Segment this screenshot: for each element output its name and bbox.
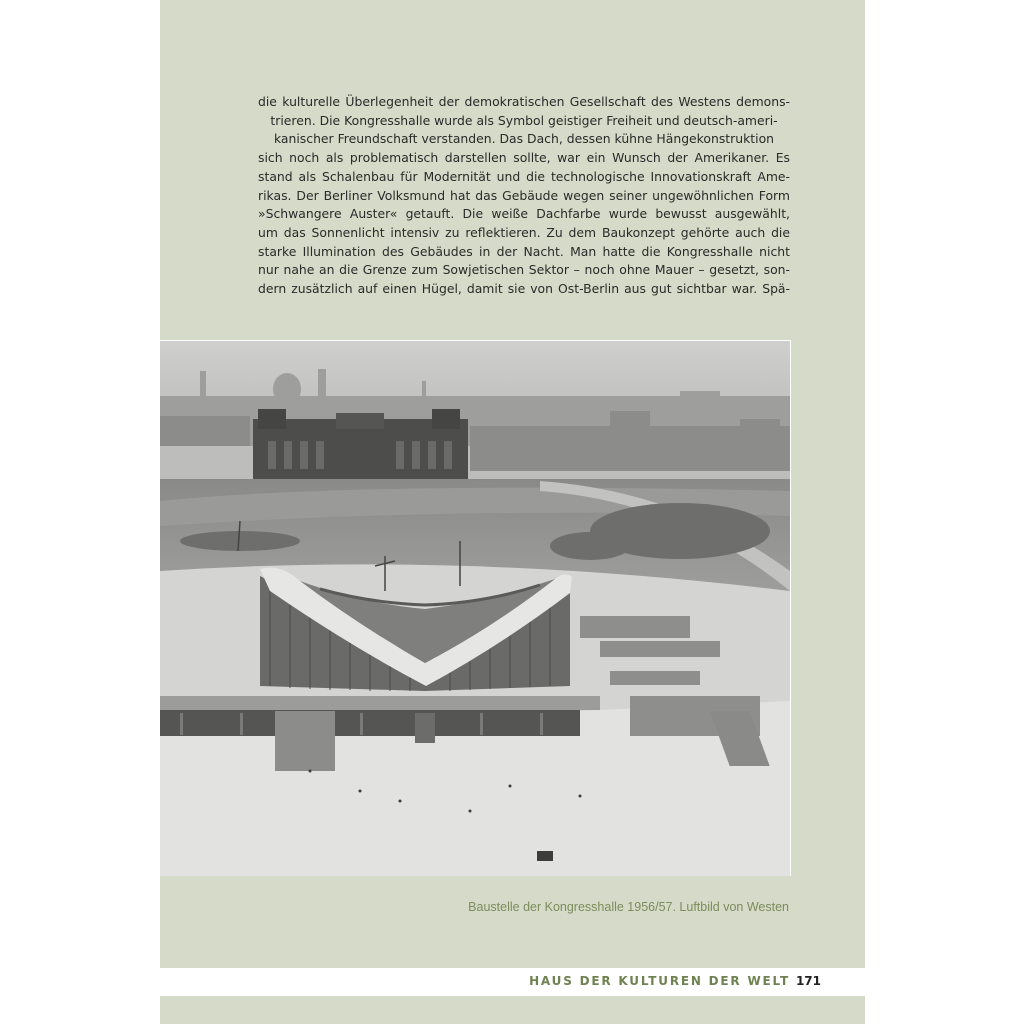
book-page bbox=[160, 0, 865, 1024]
running-head bbox=[529, 974, 821, 988]
page-number: 171 bbox=[795, 974, 821, 988]
text-line: dern zusätzlich auf einen Hügel, damit sie von Ost-Berlin aus gut sichtbar war. Spä- bbox=[258, 281, 790, 297]
text-line: starke Illumination des Gebäudes in der Nacht. Man hatte die Kongresshalle nicht bbox=[258, 243, 790, 259]
text-line: kanischer Freundschaft verstanden. Das Dach, dessen kühne Hängekonstruktion bbox=[273, 131, 775, 147]
text-line: trieren. Die Kongresshalle wurde als Symbol geistiger Freiheit und deutsch-ameri- bbox=[270, 112, 778, 128]
text-line: stand als Schalenbau für Modernität und die technologische Innovationskraft Ame- bbox=[258, 168, 790, 184]
text-line: rikas. Der Berliner Volksmund hat das Gebäude wegen seiner ungewöhnlichen Form bbox=[258, 187, 790, 203]
text-line: die kulturelle Überlegenheit der demokratischen Gesellschaft des Westens demons- bbox=[258, 94, 790, 109]
body-text bbox=[258, 93, 790, 299]
construction-photo bbox=[160, 340, 791, 876]
photo-caption: Baustelle der Kongresshalle 1956/57. Luftbild von Westen bbox=[468, 900, 789, 914]
running-head-title: HAUS DER KULTUREN DER WELT bbox=[529, 974, 790, 988]
text-line: »Schwangere Auster« getauft. Die weiße Dachfarbe wurde bewusst ausgewählt, bbox=[258, 206, 790, 222]
text-line: um das Sonnenlicht intensiv zu reflektieren. Zu dem Baukonzept gehörte auch die bbox=[258, 224, 790, 240]
text-line: nur nahe an die Grenze zum Sowjetischen Sektor – noch ohne Mauer – gesetzt, son- bbox=[258, 262, 790, 278]
text-line: sich noch als problematisch darstellen sollte, war ein Wunsch der Amerikaner. Es bbox=[258, 150, 790, 166]
